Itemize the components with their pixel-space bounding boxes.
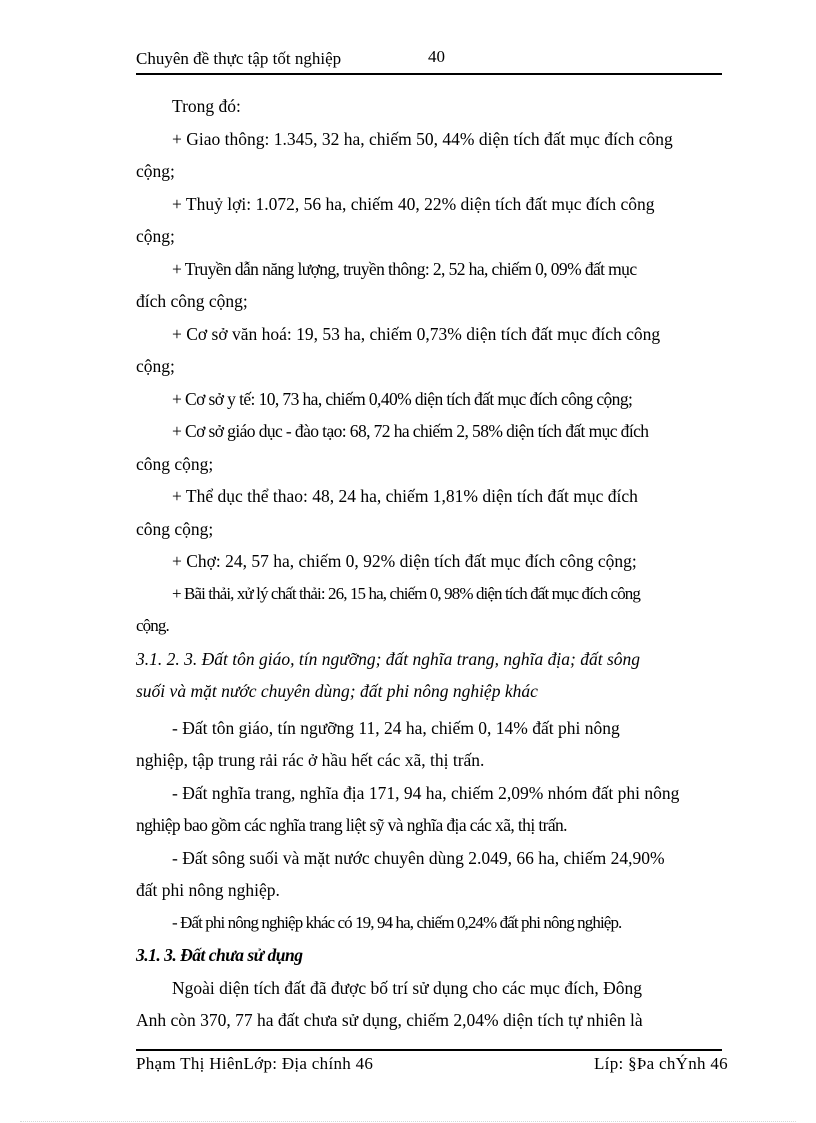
- intro-text: Trong đó:: [172, 96, 241, 116]
- list-item-continuation: cộng;: [136, 226, 175, 246]
- paragraph: [136, 777, 720, 842]
- list-item-continuation: đích công cộng;: [136, 291, 248, 311]
- list-item-line: + Cơ sở văn hoá: 19, 53 ha, chiếm 0,73% diện tích đất mục đích công: [172, 323, 661, 344]
- header-title: Chuyên đề thực tập tốt nghiệp: [136, 49, 342, 68]
- footer-author: Phạm Thị HiênLớp: Địa chính 46: [136, 1054, 374, 1073]
- header-rule: [136, 73, 722, 75]
- paragraph: [136, 842, 720, 907]
- section-heading: [136, 643, 720, 708]
- paragraph: [136, 972, 720, 1037]
- list-item-continuation: công cộng;: [136, 453, 214, 474]
- list-item-line: + Thể dục thể thao: 48, 24 ha, chiếm 1,81% diện tích đất mục đích: [172, 486, 638, 506]
- list-item-continuation: công cộng;: [136, 518, 214, 539]
- list-item: [136, 253, 720, 318]
- section-heading-bold: 3.1. 3. Đất chưa sử dụng: [136, 945, 303, 965]
- paragraph-continuation: Anh còn 370, 77 ha đất chưa sử dụng, chiếm 2,04% diện tích tự nhiên là: [136, 1010, 643, 1030]
- list-item: [136, 383, 720, 416]
- page-header: [136, 49, 722, 71]
- footer-rule: [136, 1049, 722, 1051]
- paragraph-line: - Đất sông suối và mặt nước chuyên dùng 2.049, 66 ha, chiếm 24,90%: [172, 847, 665, 868]
- list-item: [136, 480, 720, 545]
- list-item: [136, 188, 720, 253]
- page-bottom-dotted-border: [20, 1121, 796, 1122]
- list-item-line: + Truyền dẫn năng lượng, truyền thông: 2, 52 ha, chiếm 0, 09% đất mục: [172, 258, 637, 279]
- list-item-line: + Bãi thải, xử lý chất thải: 26, 15 ha, chiếm 0, 98% diện tích đất mục đích công: [172, 583, 641, 603]
- list-item-line: + Thuỷ lợi: 1.072, 56 ha, chiếm 40, 22% diện tích đất mục đích công: [172, 193, 655, 214]
- list-item-line: + Giao thông: 1.345, 32 ha, chiếm 50, 44% diện tích đất mục đích công: [172, 128, 673, 149]
- list-item-line: + Cơ sở y tế: 10, 73 ha, chiếm 0,40% diện tích đất mục đích công cộng;: [172, 388, 633, 409]
- paragraph-continuation: đất phi nông nghiệp.: [136, 880, 280, 900]
- paragraph-continuation: nghiệp, tập trung rải rác ở hầu hết các xã, thị trấn.: [136, 750, 485, 770]
- list-item-line: + Cơ sở giáo dục - đào tạo: 68, 72 ha chiếm 2, 58% diện tích đất mục đích: [172, 421, 649, 441]
- list-item: [136, 123, 720, 188]
- footer-class: Líp: §Þa chÝnh 46: [593, 1054, 728, 1073]
- page-number: 40: [428, 47, 445, 66]
- list-item-continuation: cộng.: [136, 616, 169, 635]
- list-item-line: + Chợ: 24, 57 ha, chiếm 0, 92% diện tích đất mục đích công cộng;: [172, 551, 637, 571]
- paragraph-line: Ngoài diện tích đất đã được bố trí sử dụng cho các mục đích, Đông: [172, 977, 642, 998]
- document-body: [136, 90, 720, 1037]
- section-heading-line: 3.1. 2. 3. Đất tôn giáo, tín ngưỡng; đất nghĩa trang, nghĩa địa; đất sông: [136, 648, 641, 669]
- paragraph: [136, 907, 720, 940]
- list-item-continuation: cộng;: [136, 161, 175, 181]
- list-item-continuation: cộng;: [136, 356, 175, 376]
- paragraph: [136, 712, 720, 777]
- list-item: [136, 545, 720, 578]
- section-heading-line: suối và mặt nước chuyên dùng; đất phi nông nghiệp khác: [136, 681, 538, 701]
- paragraph-continuation: nghiệp bao gồm các nghĩa trang liệt sỹ và nghĩa địa các xã, thị trấn.: [136, 815, 567, 835]
- list-item: [136, 318, 720, 383]
- paragraph-line: - Đất nghĩa trang, nghĩa địa 171, 94 ha, chiếm 2,09% nhóm đất phi nông: [172, 782, 680, 803]
- list-item: [136, 415, 720, 480]
- paragraph-line: - Đất tôn giáo, tín ngưỡng 11, 24 ha, chiếm 0, 14% đất phi nông: [172, 717, 620, 738]
- list-item: [136, 578, 720, 643]
- paragraph-line: - Đất phi nông nghiệp khác có 19, 94 ha, chiếm 0,24% đất phi nông nghiệp.: [172, 912, 622, 932]
